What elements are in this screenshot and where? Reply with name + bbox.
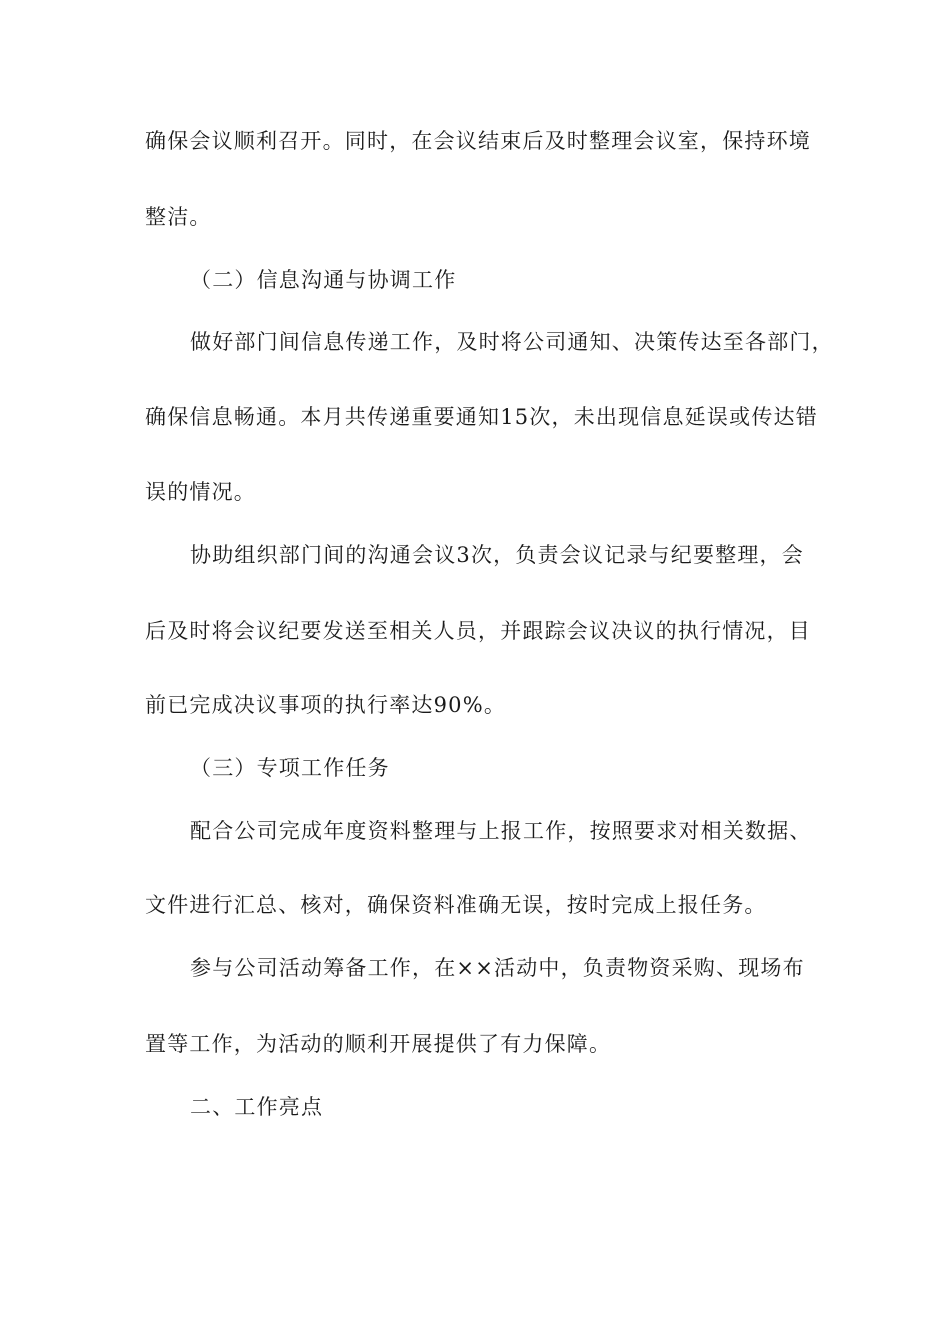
paragraph-line: 后及时将会议纪要发送至相关人员，并跟踪会议决议的执行情况，目 (145, 619, 811, 643)
paragraph-line: 误的情况。 (145, 480, 256, 504)
paragraph-line: 协助组织部门间的沟通会议3次，负责会议记录与纪要整理，会 (190, 543, 804, 567)
paragraph-line: 置等工作，为活动的顺利开展提供了有力保障。 (145, 1032, 612, 1056)
paragraph-line: 前已完成决议事项的执行率达90%。 (145, 693, 507, 717)
paragraph-line: 确保会议顺利召开。同时，在会议结束后及时整理会议室，保持环境 (145, 129, 811, 153)
section-heading-information: （二）信息沟通与协调工作 (190, 268, 457, 292)
section-heading-special-tasks: （三）专项工作任务 (190, 756, 390, 780)
section-heading-highlights: 二、工作亮点 (190, 1095, 324, 1119)
paragraph-line: 做好部门间信息传递工作，及时将公司通知、决策传达至各部门， (190, 330, 834, 354)
paragraph-line: 整洁。 (145, 205, 212, 229)
paragraph-line: 文件进行汇总、核对，确保资料准确无误，按时完成上报任务。 (145, 893, 767, 917)
paragraph-line: 参与公司活动筹备工作，在××活动中，负责物资采购、现场布 (190, 956, 805, 980)
paragraph-line: 配合公司完成年度资料整理与上报工作，按照要求对相关数据、 (190, 819, 812, 843)
paragraph-line: 确保信息畅通。本月共传递重要通知15次，未出现信息延误或传达错 (145, 405, 818, 429)
